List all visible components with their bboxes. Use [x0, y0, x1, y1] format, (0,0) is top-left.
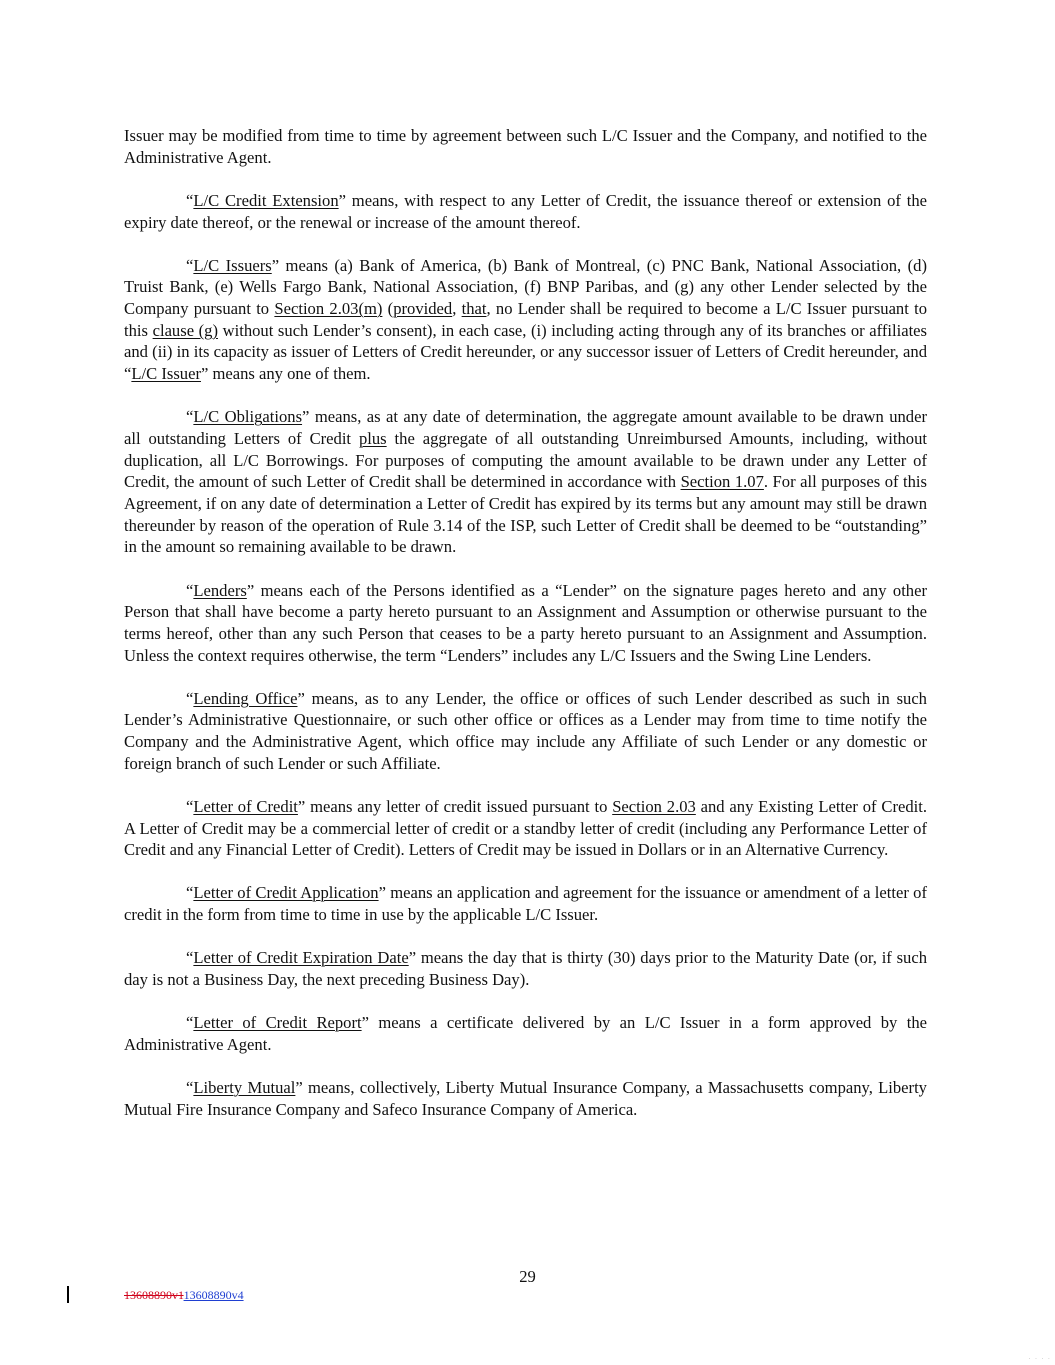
definition-text: ” means each of the Persons identified as a “Lender” on the signature pages hereto and any other Person that shall have become a party hereto pursuant to an Assignment and Assumption or otherwise pursuant to the terms hereof, other than any such Person that ceases to be a party hereto pursuant to an Assignment and Assumption. Unless the context requires otherwise, the term “Lenders” includes any L/C Issuers and the Swing Line Lenders.	[124, 580, 927, 665]
defined-term: Lenders	[193, 580, 247, 600]
open-quote: “	[186, 883, 194, 903]
clause-reference: clause (g)	[152, 320, 219, 340]
definition-text: ” means, with respect to any Letter of Credit, the issuance thereof or extension of the expiry date thereof, or the renewal or increase of the amount thereof.	[124, 190, 927, 232]
open-quote: “	[186, 190, 194, 210]
page-number: 29	[519, 1267, 536, 1286]
section-reference: Section 1.07	[680, 472, 764, 492]
definition-text: ” means an application and agreement for the issuance or amendment of a letter of credit in the form from time to time in use by the applicable L/C Issuer.	[124, 883, 927, 925]
paragraph-continuation	[124, 125, 927, 168]
corner-mark: · · · ·	[1028, 1355, 1051, 1363]
defined-term: Letter of Credit Report	[193, 1013, 362, 1033]
open-quote: “	[186, 407, 194, 427]
definition-liberty-mutual	[124, 1077, 927, 1120]
open-quote: “	[186, 688, 194, 708]
definition-text: ” means, as to any Lender, the office or offices of such Lender described as such in such Lender’s Administrative Questionnaire, or such other office or offices as a Lender may from time to time notify the Company and the Administrative Agent, which office may include any Affiliate of such Lender or any domestic or foreign branch of such Lender or such Affiliate.	[124, 688, 927, 773]
open-quote: “	[186, 1013, 194, 1033]
document-id-deleted: 13608890v1	[124, 1288, 184, 1302]
defined-term: L/C Issuers	[193, 255, 272, 275]
open-quote: “	[186, 948, 194, 968]
document-body	[124, 125, 927, 1142]
defined-term: L/C Credit Extension	[193, 190, 339, 210]
definition-text: (	[382, 299, 394, 318]
definition-text: and any Existing Letter of Credit. A Letter of Credit may be a commercial letter of credit or a standby letter of credit (including any Performance Letter of Credit and any Financial Letter of Credit). Letters of Credit may be issued in Dollars or in an Alternative Currency.	[124, 796, 928, 860]
definition-text: ” means (a) Bank of America, (b) Bank of Montreal, (c) PNC Bank, National Association, (d) Truist Bank, (e) Wells Fargo Bank, National Association, (f) BNP Paribas, and (g) any other Lender selected by the Company pursuant to	[124, 255, 927, 318]
section-reference: Section 2.03	[612, 796, 696, 816]
definition-letter-of-credit-expiration-date	[124, 947, 927, 990]
definition-text: ” means any letter of credit issued pursuant to	[297, 796, 613, 816]
document-id-inserted: 13608890v4	[183, 1288, 244, 1302]
defined-term: L/C Issuer	[131, 364, 201, 384]
document-id-footer	[124, 1288, 244, 1302]
definition-text: , no Lender shall be required to become a L/C Issuer pursuant to this	[124, 299, 928, 340]
defined-term: Liberty Mutual	[193, 1077, 296, 1097]
definition-letter-of-credit-application	[124, 882, 927, 925]
emphasis-plus: plus	[358, 428, 387, 448]
definition-text: ,	[452, 299, 462, 318]
open-quote: “	[186, 580, 194, 600]
definition-lc-credit-extension	[124, 190, 927, 233]
definition-letter-of-credit	[124, 796, 927, 861]
definition-text: ” means any one of them.	[200, 364, 371, 384]
emphasis-that: that	[461, 299, 487, 318]
defined-term: Letter of Credit	[193, 796, 298, 816]
open-quote: “	[186, 255, 194, 275]
definition-text: the aggregate of all outstanding Unreimbursed Amounts, including, without duplication, all L/C Borrowings. For purposes of computing the amount available to be drawn under any Letter of Credit, the amount of such Letter of Credit shall be determined in accordance with	[124, 428, 928, 492]
revision-change-bar	[67, 1286, 69, 1303]
definition-lc-obligations	[124, 406, 927, 558]
defined-term: Letter of Credit Application	[193, 883, 379, 903]
definition-text: ” means, collectively, Liberty Mutual Insurance Company, a Massachusetts company, Liberty Mutual Fire Insurance Company and Safeco Insurance Company of America.	[124, 1077, 927, 1119]
definition-lenders	[124, 580, 927, 667]
definition-text: ” means a certificate delivered by an L/C Issuer in a form approved by the Administrative Agent.	[124, 1013, 927, 1054]
definition-text: . For all purposes of this Agreement, if on any date of determination a Letter of Credit has expired by its terms but any amount may still be drawn thereunder by reason of the operation of Rule 3.14 of the ISP, such Letter of Credit shall be deemed to be “outstanding” in the amount so remaining available to be drawn.	[124, 472, 927, 557]
paragraph-text: Issuer may be modified from time to time by agreement between such L/C Issuer and the Company, and notified to the Administrative Agent.	[124, 126, 927, 167]
definition-letter-of-credit-report	[124, 1012, 927, 1055]
defined-term: Letter of Credit Expiration Date	[193, 948, 409, 968]
definition-text: without such Lender’s consent), in each case, (i) including acting through any of its branches or affiliates and (ii) in its capacity as issuer of Letters of Credit hereunder, or any successor issuer of Letters of Credit hereunder, and “	[124, 320, 927, 384]
definition-lending-office	[124, 688, 927, 775]
section-reference: Section 2.03(m)	[274, 299, 383, 318]
defined-term: L/C Obligations	[193, 407, 303, 427]
definition-text: ” means the day that is thirty (30) days prior to the Maturity Date (or, if such day is not a Business Day, the next preceding Business Day).	[124, 948, 928, 989]
open-quote: “	[186, 1077, 194, 1097]
defined-term: Lending Office	[193, 688, 298, 708]
definition-text: ” means, as at any date of determination, the aggregate amount available to be drawn under all outstanding Letters of Credit	[124, 407, 927, 448]
definition-lc-issuers	[124, 255, 927, 385]
open-quote: “	[186, 796, 194, 816]
emphasis-provided: provided	[393, 299, 453, 318]
